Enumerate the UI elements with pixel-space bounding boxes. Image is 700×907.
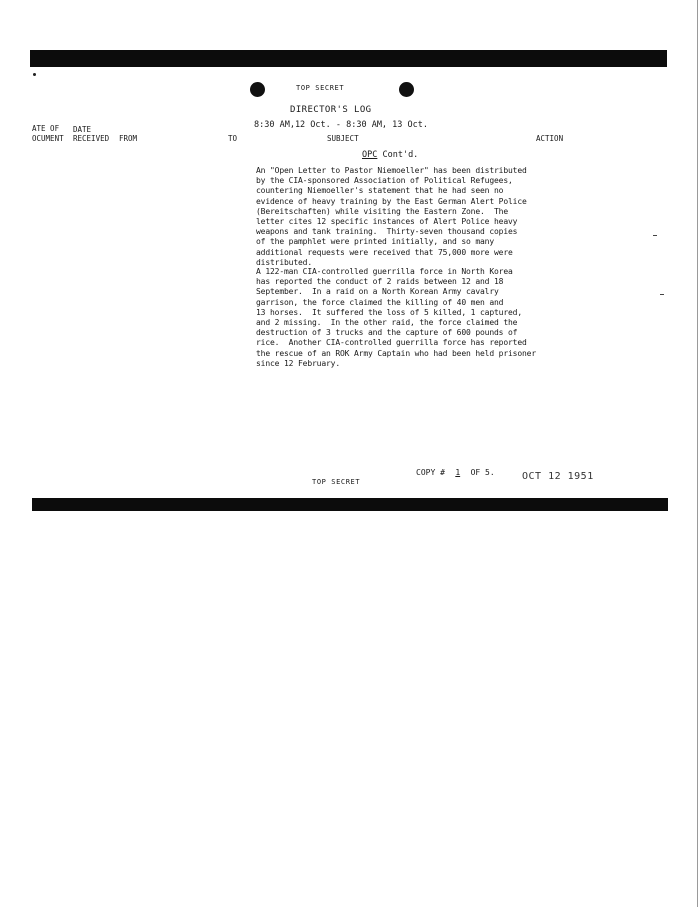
copy-number: 1 — [455, 468, 461, 477]
top-classification: TOP SECRET — [296, 84, 345, 92]
col-date-of-document-line2: OCUMENT — [32, 134, 64, 143]
col-date-received-line1: DATE — [73, 125, 92, 134]
log-period: 8:30 AM,12 Oct. - 8:30 AM, 13 Oct. — [254, 120, 428, 130]
punch-hole-right — [399, 82, 414, 97]
copy-line — [416, 468, 495, 477]
margin-mark — [33, 73, 36, 76]
log-title: DIRECTOR'S LOG — [290, 105, 372, 115]
margin-dash — [660, 294, 664, 295]
col-to: TO — [228, 134, 238, 143]
copy-label: COPY # — [416, 468, 445, 477]
page-edge — [697, 0, 698, 907]
bottom-redaction-bar — [32, 498, 668, 511]
paragraph-guerrilla-force: A 122-man CIA-controlled guerrilla force in North Korea has reported the conduct of 2 raids between 12 and 18 September. In a raid on a North Korean Army cavalry garrison, the force claimed the killing of 40 men and 13 horses. It suffered the loss of 5 killed, 1 captured, and 2 missing. In the other raid, the force claimed the destruction of 3 trucks and the capture of 600 pounds of rice. Another CIA-controlled guerrilla force has reported the rescue of an ROK Army Captain who had been held prisoner since 12 February. — [256, 267, 536, 368]
section-heading-org: OPC — [362, 150, 378, 160]
copy-total: OF 5. — [470, 468, 495, 477]
punch-hole-left — [250, 82, 265, 97]
section-heading-suffix: Cont'd. — [377, 150, 419, 160]
section-heading — [362, 150, 418, 160]
top-redaction-bar — [30, 50, 667, 67]
paragraph-open-letter: An "Open Letter to Pastor Niemoeller" has been distributed by the CIA-sponsored Association of Political Refugees, countering Niemoeller's statement that he had seen no evidence of heavy training by the East German Alert Police (Bereitschaften) while visiting the Eastern Zone. The letter cites 12 specific instances of Alert Police heavy weapons and tank training. Thirty-seven thousand copies of the pamphlet were printed initially, and so many additional requests were received that 75,000 more were distributed. — [256, 166, 527, 267]
margin-dash — [653, 235, 657, 236]
col-from: FROM — [119, 134, 138, 143]
col-date-of-document-line1: ATE OF — [32, 124, 60, 133]
col-action: ACTION — [536, 134, 564, 143]
date-stamp: OCT 12 1951 — [522, 471, 594, 482]
col-date-received-line2: RECEIVED — [73, 134, 110, 143]
col-subject: SUBJECT — [327, 134, 359, 143]
bottom-classification: TOP SECRET — [312, 478, 361, 486]
